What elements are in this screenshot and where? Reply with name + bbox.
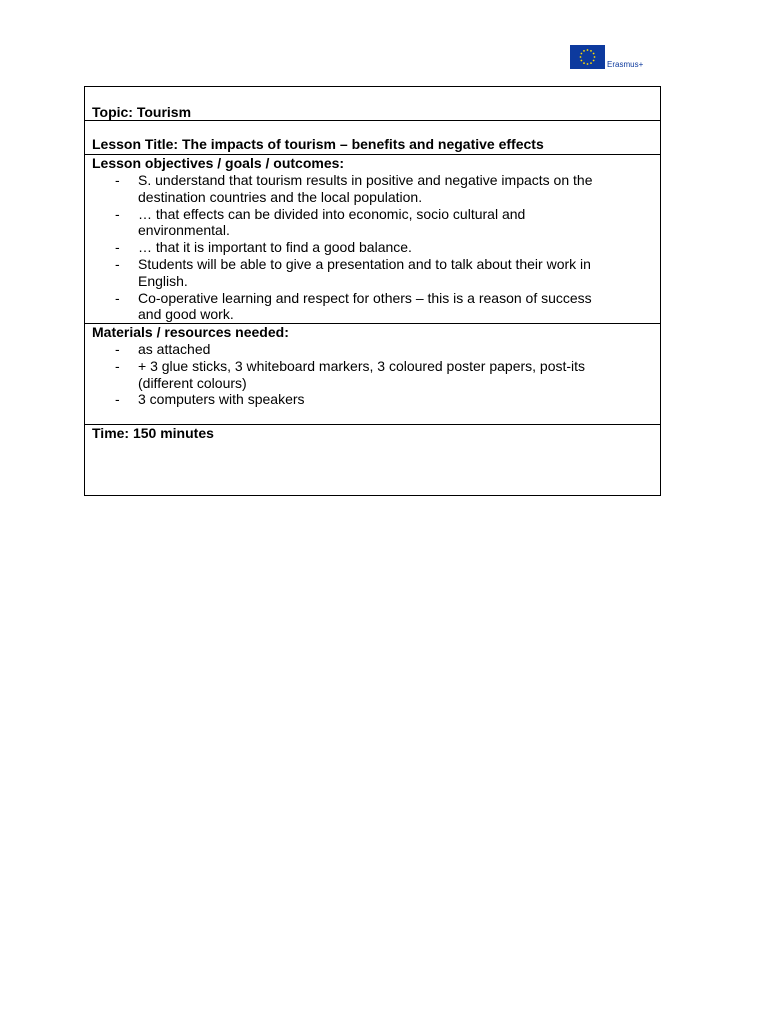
list-item: - as attached bbox=[92, 341, 608, 358]
lesson-title-row bbox=[85, 121, 660, 155]
lesson-plan-table bbox=[84, 86, 661, 496]
list-item: - 3 computers with speakers bbox=[92, 391, 608, 408]
list-item: - Students will be able to give a presentation and to talk about their work in English. bbox=[92, 256, 608, 290]
erasmus-logo bbox=[570, 45, 643, 69]
materials-heading: Materials / resources needed: bbox=[92, 324, 289, 340]
topic-row bbox=[85, 87, 660, 121]
materials-row bbox=[85, 324, 660, 425]
objectives-list bbox=[92, 172, 660, 323]
objectives-row bbox=[85, 155, 660, 324]
materials-list bbox=[92, 341, 660, 408]
list-item: - + 3 glue sticks, 3 whiteboard markers, 3 coloured poster papers, post-its (different colours) bbox=[92, 358, 608, 392]
list-item: - Co-operative learning and respect for others – this is a reason of success and good work. bbox=[92, 290, 608, 324]
list-item: - … that effects can be divided into economic, socio cultural and environmental. bbox=[92, 206, 608, 240]
erasmus-logo-text: Erasmus+ bbox=[607, 60, 644, 69]
time-label: Time: 150 minutes bbox=[92, 425, 214, 441]
objectives-heading: Lesson objectives / goals / outcomes: bbox=[92, 155, 345, 171]
list-item: - … that it is important to find a good balance. bbox=[92, 239, 608, 256]
eu-flag-icon bbox=[570, 45, 605, 69]
list-item: - S. understand that tourism results in positive and negative impacts on the destination countries and the local population. bbox=[92, 172, 608, 206]
topic-label: Topic: Tourism bbox=[92, 104, 192, 120]
lesson-title: Lesson Title: The impacts of tourism – benefits and negative effects bbox=[92, 136, 544, 152]
time-row bbox=[85, 425, 660, 495]
